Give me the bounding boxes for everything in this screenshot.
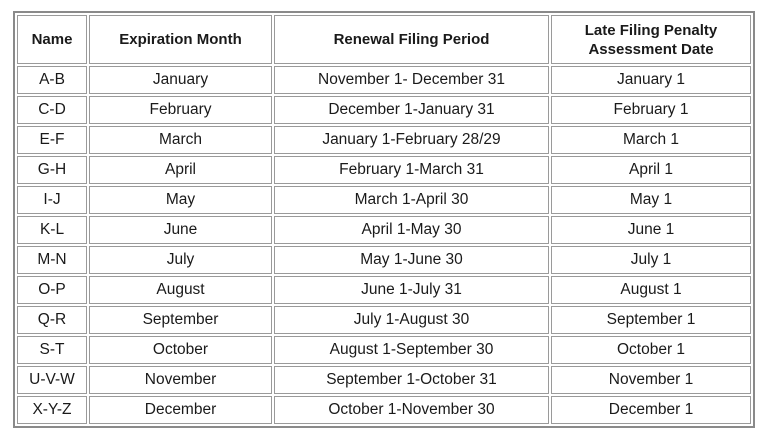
- cell-penalty-date: January 1: [551, 66, 751, 94]
- cell-renewal-period: December 1-January 31: [274, 96, 549, 124]
- cell-expiration-month: October: [89, 336, 272, 364]
- filing-schedule-table-frame: [13, 11, 755, 428]
- cell-penalty-date: August 1: [551, 276, 751, 304]
- cell-penalty-date: September 1: [551, 306, 751, 334]
- header-name: Name: [17, 15, 87, 64]
- cell-renewal-period: October 1-November 30: [274, 396, 549, 424]
- table-row: [17, 306, 751, 334]
- table-row: [17, 396, 751, 424]
- table-row: [17, 186, 751, 214]
- cell-name: I-J: [17, 186, 87, 214]
- cell-expiration-month: March: [89, 126, 272, 154]
- cell-expiration-month: May: [89, 186, 272, 214]
- cell-renewal-period: April 1-May 30: [274, 216, 549, 244]
- table-row: [17, 96, 751, 124]
- cell-renewal-period: May 1-June 30: [274, 246, 549, 274]
- cell-name: G-H: [17, 156, 87, 184]
- filing-schedule-table: [15, 13, 753, 426]
- table-row: [17, 126, 751, 154]
- cell-renewal-period: November 1- December 31: [274, 66, 549, 94]
- cell-expiration-month: August: [89, 276, 272, 304]
- table-row: [17, 276, 751, 304]
- cell-name: Q-R: [17, 306, 87, 334]
- cell-penalty-date: October 1: [551, 336, 751, 364]
- cell-expiration-month: November: [89, 366, 272, 394]
- cell-expiration-month: June: [89, 216, 272, 244]
- cell-penalty-date: March 1: [551, 126, 751, 154]
- header-late-filing-penalty: [551, 15, 751, 64]
- cell-renewal-period: March 1-April 30: [274, 186, 549, 214]
- table-header: [17, 15, 751, 64]
- header-penalty-line-2: Assessment Date: [588, 40, 714, 58]
- cell-name: K-L: [17, 216, 87, 244]
- cell-expiration-month: February: [89, 96, 272, 124]
- header-expiration-month: Expiration Month: [89, 15, 272, 64]
- cell-penalty-date: November 1: [551, 366, 751, 394]
- header-renewal-filing-period: Renewal Filing Period: [274, 15, 549, 64]
- cell-expiration-month: September: [89, 306, 272, 334]
- cell-renewal-period: February 1-March 31: [274, 156, 549, 184]
- table-row: [17, 336, 751, 364]
- cell-name: M-N: [17, 246, 87, 274]
- cell-penalty-date: April 1: [551, 156, 751, 184]
- cell-name: U-V-W: [17, 366, 87, 394]
- cell-penalty-date: May 1: [551, 186, 751, 214]
- cell-renewal-period: September 1-October 31: [274, 366, 549, 394]
- header-row: [17, 15, 751, 64]
- cell-expiration-month: December: [89, 396, 272, 424]
- cell-expiration-month: January: [89, 66, 272, 94]
- cell-penalty-date: February 1: [551, 96, 751, 124]
- cell-expiration-month: April: [89, 156, 272, 184]
- table-row: [17, 66, 751, 94]
- cell-name: E-F: [17, 126, 87, 154]
- cell-renewal-period: July 1-August 30: [274, 306, 549, 334]
- cell-penalty-date: June 1: [551, 216, 751, 244]
- cell-name: C-D: [17, 96, 87, 124]
- table-row: [17, 216, 751, 244]
- cell-renewal-period: June 1-July 31: [274, 276, 549, 304]
- cell-name: S-T: [17, 336, 87, 364]
- cell-penalty-date: July 1: [551, 246, 751, 274]
- table-row: [17, 246, 751, 274]
- table-row: [17, 366, 751, 394]
- cell-name: O-P: [17, 276, 87, 304]
- cell-renewal-period: January 1-February 28/29: [274, 126, 549, 154]
- cell-name: A-B: [17, 66, 87, 94]
- cell-penalty-date: December 1: [551, 396, 751, 424]
- cell-expiration-month: July: [89, 246, 272, 274]
- table-body: [17, 66, 751, 424]
- cell-name: X-Y-Z: [17, 396, 87, 424]
- cell-renewal-period: August 1-September 30: [274, 336, 549, 364]
- header-penalty-line-1: Late Filing Penalty: [584, 21, 718, 39]
- table-row: [17, 156, 751, 184]
